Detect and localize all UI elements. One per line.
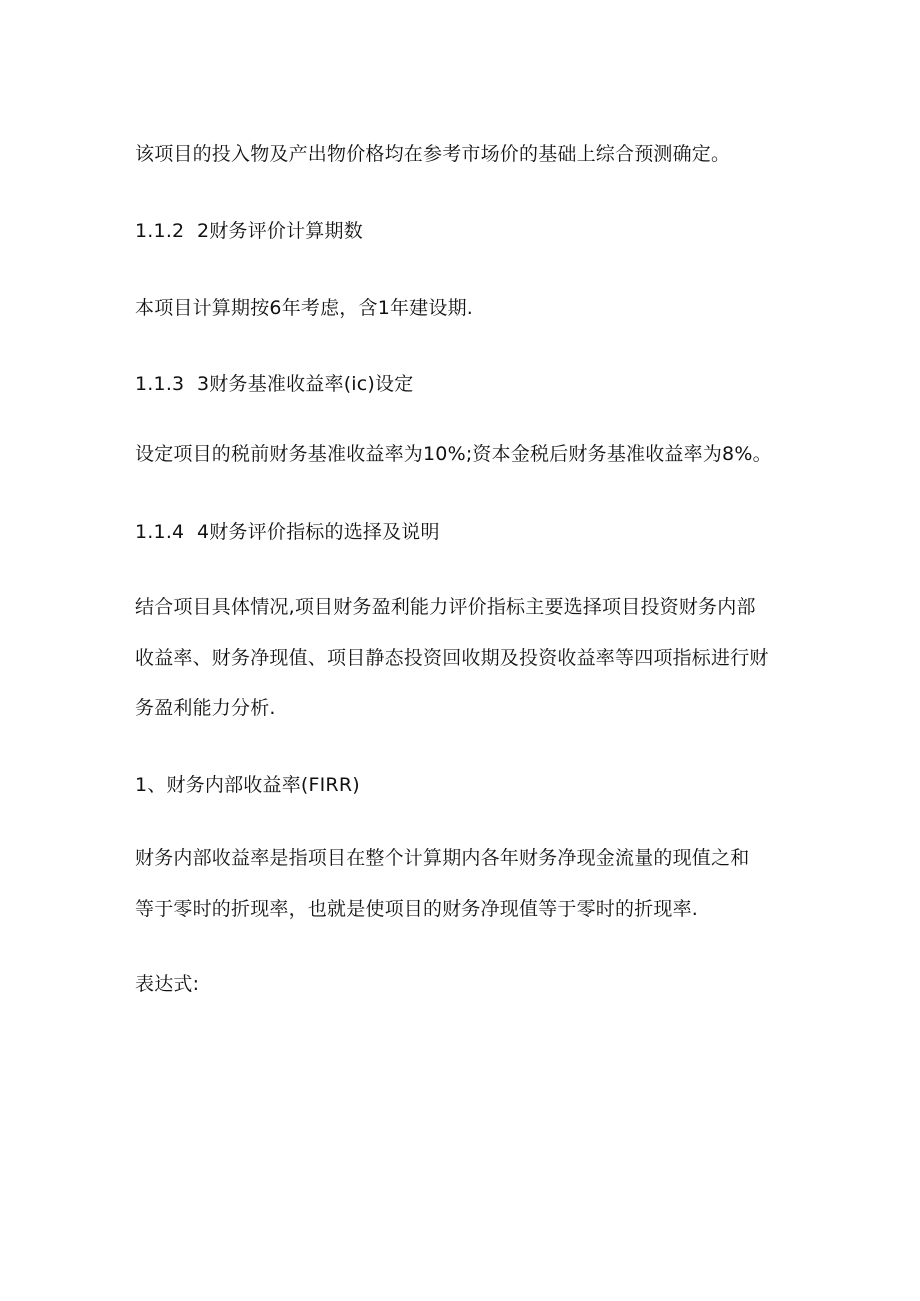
- paragraph-expression: 表达式:: [135, 973, 200, 995]
- heading-1-1-4: [135, 519, 440, 545]
- paragraph-calc-period: 本项目计算期按6年考虑，含1年建设期.: [135, 297, 474, 319]
- paragraph-benchmark-rate: 设定项目的税前财务基准收益率为10%;资本金税后财务基准收益率为8%。: [135, 443, 772, 465]
- heading-firr: 1、财务内部收益率(FIRR): [135, 774, 360, 796]
- paragraph-firr-line-1: 财务内部收益率是指项目在整个计算期内各年财务净现金流量的现值之和: [135, 847, 750, 869]
- heading-1-1-2: [135, 218, 363, 244]
- heading-title: 2财务评价计算期数: [197, 220, 363, 242]
- heading-title: 4财务评价指标的选择及说明: [197, 521, 440, 543]
- heading-title: 3财务基准收益率(ic)设定: [197, 373, 414, 395]
- heading-number: 1.1.2: [135, 220, 185, 242]
- heading-number: 1.1.3: [135, 373, 185, 395]
- paragraph-prices: 该项目的投入物及产出物价格均在参考市场价的基础上综合预测确定。: [135, 143, 731, 165]
- paragraph-indicators-line-2: 收益率、财务净现值、项目静态投资回收期及投资收益率等四项指标进行财: [135, 647, 769, 669]
- paragraph-indicators-line-1: 结合项目具体情况,项目财务盈利能力评价指标主要选择项目投资财务内部: [135, 596, 756, 618]
- heading-number: 1.1.4: [135, 521, 185, 543]
- heading-1-1-3: [135, 371, 413, 397]
- paragraph-indicators-line-3: 务盈利能力分析.: [135, 697, 276, 719]
- paragraph-firr-line-2: 等于零时的折现率，也就是使项目的财务净现值等于零时的折现率.: [135, 898, 699, 920]
